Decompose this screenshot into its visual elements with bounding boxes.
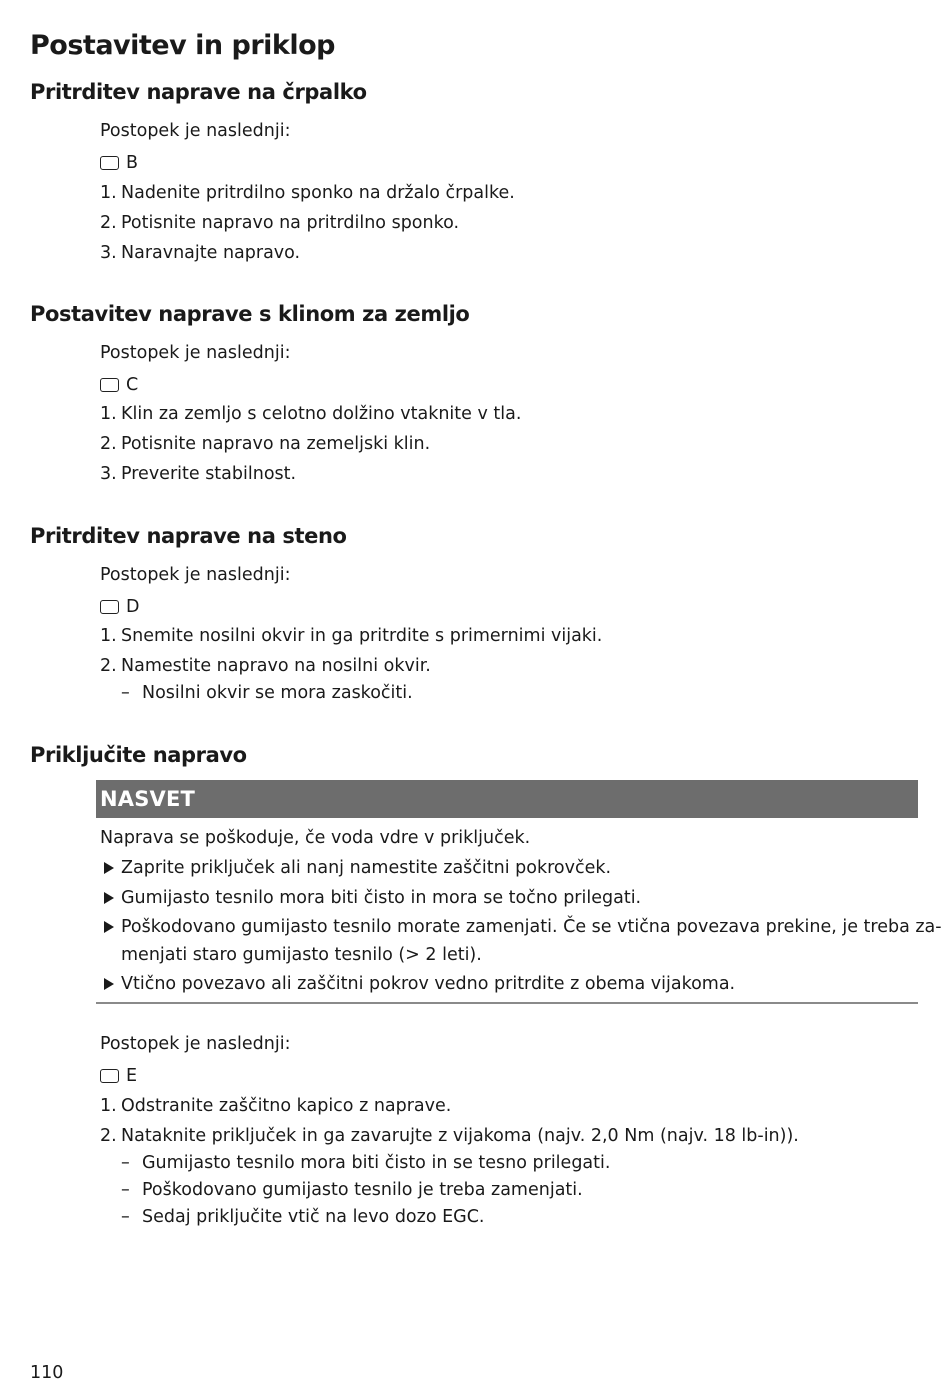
notice-divider <box>96 1002 918 1004</box>
step-text: Odstranite zaščitno kapico z naprave. <box>121 1096 452 1116</box>
sub-step-dash: – <box>121 1207 130 1227</box>
figure-reference <box>100 373 138 397</box>
bullet-triangle-icon <box>104 921 114 933</box>
figure-label: E <box>126 1066 138 1086</box>
step-text: Preverite stabilnost. <box>121 464 297 484</box>
sub-step-dash: – <box>121 1153 130 1173</box>
step-number: 2. <box>100 656 117 676</box>
notice-bullet: Poškodovano gumijasto tesnilo morate zamenjati. Če se vtična povezava prekine, je treba za- <box>121 917 942 937</box>
sub-step-text: Poškodovano gumijasto tesnilo je treba zamenjati. <box>142 1180 583 1200</box>
procedure-intro: Postopek je naslednji: <box>100 121 291 141</box>
step-text: Nataknite priključek in ga zavarujte z vijakoma (najv. 2,0 Nm (najv. 18 lb-in)). <box>121 1126 799 1146</box>
figure-reference <box>100 1064 137 1088</box>
sub-step-dash: – <box>121 683 130 703</box>
notice-bullet-continuation: menjati staro gumijasto tesnilo (> 2 leti). <box>121 945 482 965</box>
figure-reference <box>100 151 138 175</box>
page-title: Postavitev in priklop <box>30 30 335 61</box>
notice-bullet: Vtično povezavo ali zaščitni pokrov vedno pritrdite z obema vijakoma. <box>121 974 736 994</box>
sub-step-dash: – <box>121 1180 130 1200</box>
step-text: Snemite nosilni okvir in ga pritrdite s primernimi vijaki. <box>121 626 603 646</box>
section-heading-connect: Priključite napravo <box>30 743 247 767</box>
notice-label: NASVET <box>100 787 196 811</box>
procedure-intro: Postopek je naslednji: <box>100 565 291 585</box>
sub-step-text: Sedaj priključite vtič na levo dozo EGC. <box>142 1207 485 1227</box>
figure-box-icon <box>100 156 119 170</box>
step-number: 1. <box>100 1096 117 1116</box>
step-number: 3. <box>100 464 117 484</box>
section-heading-wall: Pritrditev naprave na steno <box>30 524 347 548</box>
step-number: 1. <box>100 404 117 424</box>
bullet-triangle-icon <box>104 862 114 874</box>
notice-header <box>96 780 918 818</box>
notice-text: Naprava se poškoduje, če voda vdre v priključek. <box>100 828 531 848</box>
procedure-intro: Postopek je naslednji: <box>100 1034 291 1054</box>
section-heading-pump: Pritrditev naprave na črpalko <box>30 80 367 104</box>
step-number: 2. <box>100 213 117 233</box>
figure-box-icon <box>100 600 119 614</box>
step-number: 2. <box>100 434 117 454</box>
bullet-triangle-icon <box>104 978 114 990</box>
step-text: Namestite napravo na nosilni okvir. <box>121 656 431 676</box>
page-number: 110 <box>30 1363 64 1383</box>
step-text: Klin za zemljo s celotno dolžino vtaknite v tla. <box>121 404 522 424</box>
step-text: Naravnajte napravo. <box>121 243 301 263</box>
figure-box-icon <box>100 1069 119 1083</box>
notice-bullet: Gumijasto tesnilo mora biti čisto in mora se točno prilegati. <box>121 888 642 908</box>
sub-step-text: Nosilni okvir se mora zaskočiti. <box>142 683 413 703</box>
step-text: Potisnite napravo na zemeljski klin. <box>121 434 431 454</box>
procedure-intro: Postopek je naslednji: <box>100 343 291 363</box>
figure-reference <box>100 595 139 619</box>
sub-step-text: Gumijasto tesnilo mora biti čisto in se tesno prilegati. <box>142 1153 611 1173</box>
step-number: 1. <box>100 626 117 646</box>
bullet-triangle-icon <box>104 892 114 904</box>
step-text: Nadenite pritrdilno sponko na držalo črpalke. <box>121 183 515 203</box>
figure-label: B <box>126 153 139 173</box>
figure-label: D <box>126 597 140 617</box>
notice-bullet: Zaprite priključek ali nanj namestite zaščitni pokrovček. <box>121 858 612 878</box>
step-number: 3. <box>100 243 117 263</box>
section-heading-ground-spike: Postavitev naprave s klinom za zemljo <box>30 302 470 326</box>
figure-label: C <box>126 375 139 395</box>
step-number: 2. <box>100 1126 117 1146</box>
step-number: 1. <box>100 183 117 203</box>
step-text: Potisnite napravo na pritrdilno sponko. <box>121 213 460 233</box>
figure-box-icon <box>100 378 119 392</box>
